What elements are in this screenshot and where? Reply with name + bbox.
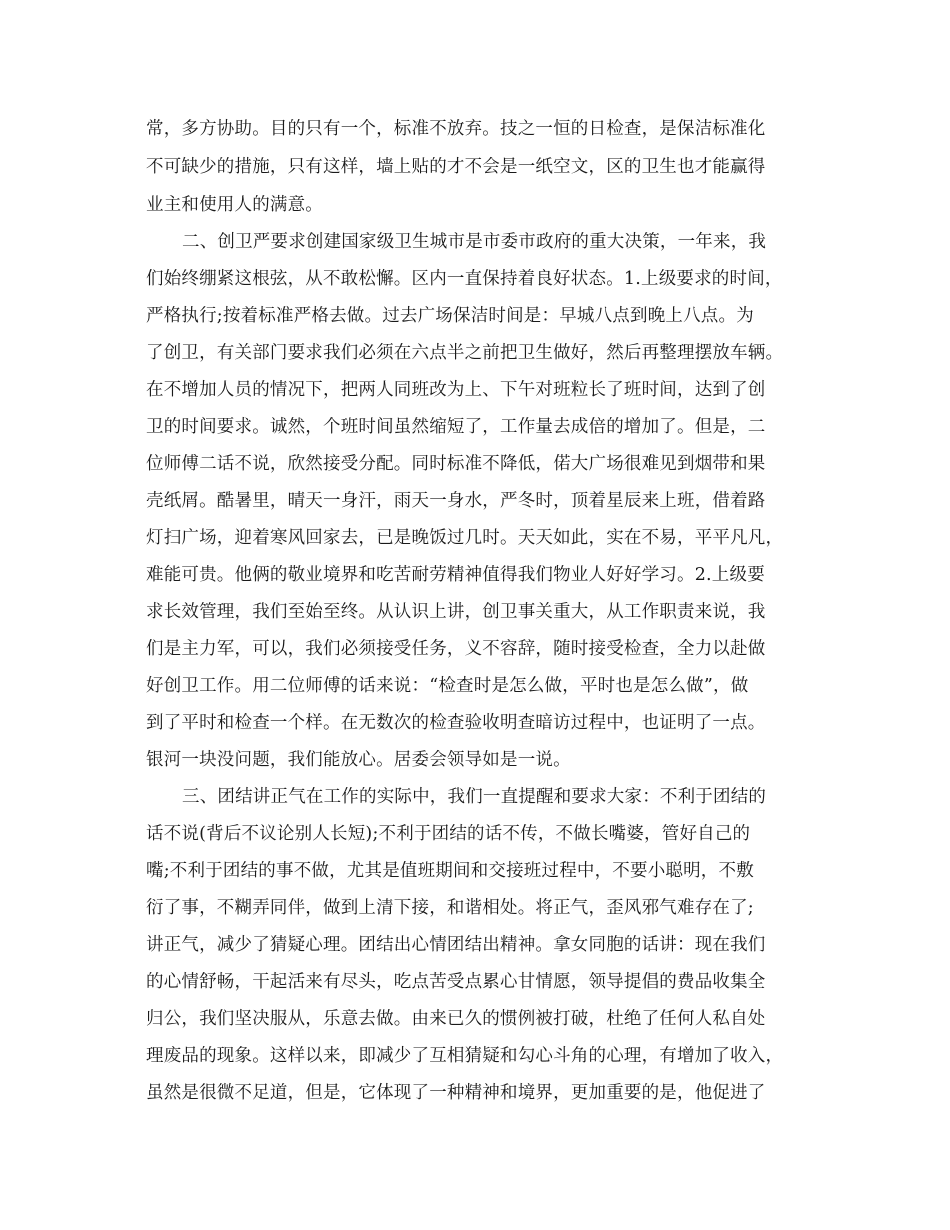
text-line: 银河一块没问题，我们能放心。居委会领导如是一说。 [146, 750, 571, 770]
text-line: 业主和使用人的满意。 [146, 195, 323, 215]
text-line: 求长效管理，我们至始至终。从认识上讲，创卫事关重大，从工作职责来说，我 [146, 602, 766, 622]
text-line: 在不增加人员的情况下，把两人同班改为上、下午对班粒长了班时间，达到了创 [146, 380, 766, 400]
text-line: 理废品的现象。这样以来，即减少了互相猜疑和勾心斗角的心理，有增加了收入， [146, 1046, 784, 1066]
text-line: 归公，我们坚决服从，乐意去做。由来已久的惯例被打破，杜绝了任何人私自处 [146, 1009, 766, 1029]
text-line: 们是主力军，可以，我们必须接受任务，义不容辞，随时接受检查，全力以赴做 [146, 639, 766, 659]
text-line: 位师傅二话不说，欣然接受分配。同时标准不降低，偌大广场很难见到烟带和果 [146, 454, 766, 474]
text-line: 话不说(背后不议论别人长短);不利于团结的话不传，不做长嘴婆，管好自己的 [146, 824, 751, 844]
text-line: 灯扫广场，迎着寒风回家去，已是晚饭过几时。天天如此，实在不易，平平凡凡， [146, 528, 784, 548]
text-line: 好创卫工作。用二位师傅的话来说：“检查时是怎么做，平时也是怎么做”，做 [146, 676, 749, 696]
text-line: 讲正气，减少了猜疑心理。团结出心情团结出精神。拿女同胞的话讲：现在我们 [146, 935, 766, 955]
text-line: 衍了事，不糊弄同伴，做到上清下接，和谐相处。将正气，歪风邪气难存在了; [146, 898, 754, 918]
text-line: 嘴;不利于团结的事不做，尤其是值班期间和交接班过程中，不要小聪明，不敷 [146, 861, 754, 881]
text-line: 严格执行;按着标准严格去做。过去广场保洁时间是：早城八点到晚上八点。为 [146, 306, 754, 326]
text-line: 常，多方协助。目的只有一个，标准不放弃。技之一恒的日检查，是保洁标准化 [146, 119, 766, 139]
text-line: 了创卫，有关部门要求我们必须在六点半之前把卫生做好，然后再整理摆放车辆。 [146, 343, 784, 363]
text-line: 的心情舒畅，干起活来有尽头，吃点苦受点累心甘情愿，领导提倡的费品收集全 [146, 972, 766, 992]
text-line: 到了平时和检查一个样。在无数次的检查验收明查暗访过程中，也证明了一点。 [146, 713, 766, 733]
paragraph-start-line: 三、团结讲正气在工作的实际中，我们一直提醒和要求大家：不利于团结的 [182, 787, 767, 807]
text-line: 卫的时间要求。诚然，个班时间虽然缩短了，工作量去成倍的增加了。但是，二 [146, 417, 766, 437]
text-line: 壳纸屑。酷暑里，晴天一身汗，雨天一身水，严冬时，顶着星辰来上班，借着路 [146, 491, 766, 511]
text-line: 不可缺少的措施，只有这样，墙上贴的才不会是一纸空文，区的卫生也才能赢得 [146, 157, 766, 177]
text-line: 难能可贵。他俩的敬业境界和吃苦耐劳精神值得我们物业人好好学习。2.上级要 [146, 565, 765, 585]
text-line: 们始终绷紧这根弦，从不敢松懈。区内一直保持着良好状态。1.上级要求的时间， [146, 269, 783, 289]
paragraph-start-line: 二、创卫严要求创建国家级卫生城市是市委市政府的重大决策，一年来，我 [182, 232, 767, 252]
text-line: 虽然是很微不足道，但是，它体现了一种精神和境界，更加重要的是，他促进了 [146, 1083, 766, 1103]
